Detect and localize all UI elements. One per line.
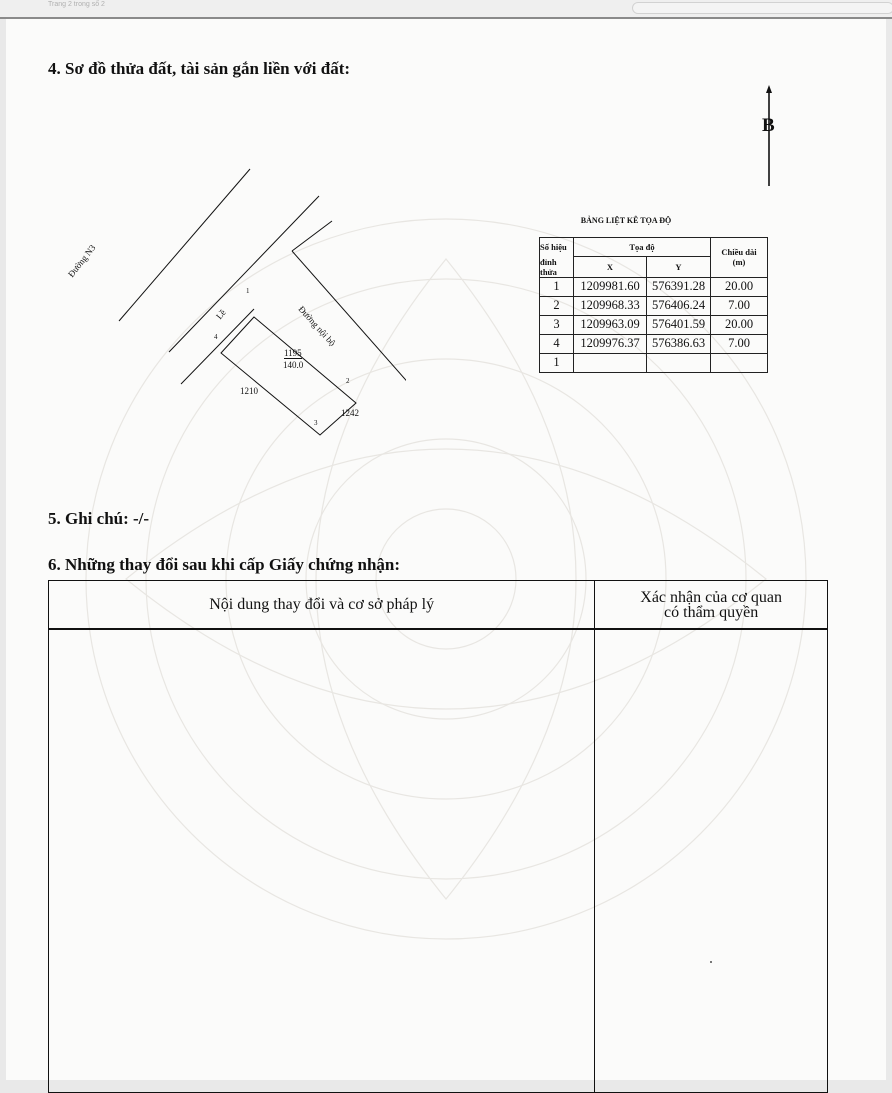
parcel-outline <box>221 317 356 435</box>
table-row <box>540 334 768 353</box>
cell-id: 3 <box>540 315 574 334</box>
toolbar-field[interactable] <box>632 2 892 14</box>
vertex-label-1: 1 <box>246 287 250 295</box>
neighbor-parcel-right: 1242 <box>341 408 359 418</box>
section-6-title: 6. Những thay đổi sau khi cấp Giấy chứng nhận: <box>48 555 401 574</box>
cell-id: 2 <box>540 296 574 315</box>
vertex-label-4: 4 <box>214 333 218 341</box>
cell-length: 7.00 <box>711 296 768 315</box>
section-4-title: 4. Sơ đồ thửa đất, tài sản gắn liền với đất: <box>48 59 351 78</box>
cell-y: 576406.24 <box>647 296 711 315</box>
cell-x: 1209981.60 <box>574 277 647 296</box>
section-5-title: 5. Ghi chú: -/- <box>48 509 150 528</box>
header-confirmation-line1: Xác nhận của cơ quan <box>640 588 782 606</box>
cell-x <box>574 353 647 372</box>
header-coord: Tọa độ <box>574 238 711 257</box>
parcel-number-label: 1195 <box>284 348 302 358</box>
viewer-toolbar <box>0 0 892 19</box>
cell-x: 1209963.09 <box>574 315 647 334</box>
header-content: Nội dung thay đổi và cơ sở pháp lý <box>49 581 595 630</box>
road-internal-label: Đường nội bộ <box>296 304 338 348</box>
coord-table-title: BẢNG LIỆT KÊ TỌA ĐỘ <box>580 216 672 225</box>
north-label: B <box>762 115 775 136</box>
page-indicator: Trang 2 trong số 2 <box>48 1 105 8</box>
cell-id: 1 <box>540 353 574 372</box>
cell-id: 1 <box>540 277 574 296</box>
cell-y: 576391.28 <box>647 277 711 296</box>
road-internal-top <box>292 221 332 251</box>
header-confirmation <box>595 581 828 630</box>
cell-y: 576386.63 <box>647 334 711 353</box>
table-row <box>540 296 768 315</box>
cell-y <box>647 353 711 372</box>
document-page <box>6 19 886 1080</box>
cell-x: 1209968.33 <box>574 296 647 315</box>
parcel-area-label: 140.0 <box>283 360 304 370</box>
header-length-top: Chiều dài <box>721 247 757 258</box>
coord-table <box>539 237 768 373</box>
vertex-label-3: 3 <box>314 419 318 427</box>
cell-length: 7.00 <box>711 334 768 353</box>
cell-length: 20.00 <box>711 277 768 296</box>
header-length <box>711 238 768 278</box>
header-vertex-top: Số hiệu <box>540 238 574 257</box>
header-length-bottom: (m) <box>732 257 746 268</box>
cell-x: 1209976.37 <box>574 334 647 353</box>
road-n3-edge-outer <box>119 169 250 321</box>
changes-table <box>48 580 828 1093</box>
header-x: X <box>574 257 647 278</box>
sidewalk-line <box>181 309 254 384</box>
table-row <box>540 353 768 372</box>
vertex-label-2: 2 <box>346 377 350 385</box>
header-confirmation-line2: có thẩm quyền <box>664 603 759 621</box>
confirmation-cell[interactable] <box>595 629 828 1093</box>
header-vertex-bottom: đỉnh thửa <box>540 257 574 278</box>
stray-mark <box>710 961 712 963</box>
road-n3-label: Đường N3 <box>66 242 98 280</box>
cell-y: 576401.59 <box>647 315 711 334</box>
header-y: Y <box>647 257 711 278</box>
table-row <box>540 277 768 296</box>
neighbor-parcel-left: 1210 <box>240 386 258 396</box>
sidewalk-label: Lề <box>214 307 228 322</box>
content-cell[interactable] <box>49 629 595 1093</box>
table-row <box>540 315 768 334</box>
cell-length <box>711 353 768 372</box>
cell-id: 4 <box>540 334 574 353</box>
cell-length: 20.00 <box>711 315 768 334</box>
